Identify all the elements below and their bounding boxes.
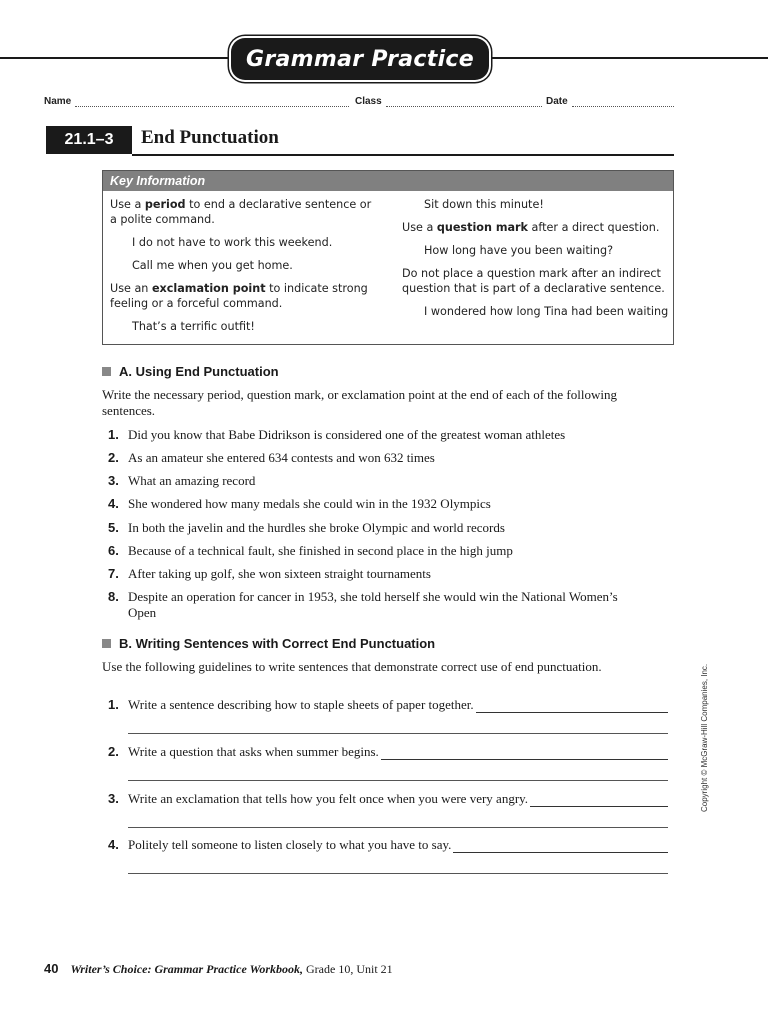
item-number: 1.	[108, 427, 119, 442]
key-info-left-column	[110, 197, 372, 342]
section-b-instructions: Use the following guidelines to write sentences that demonstrate correct use of end punctuation.	[102, 659, 602, 674]
item-prompt: Write a question that asks when summer begins.	[128, 744, 379, 759]
item-sentence: After taking up golf, she won sixteen straight tournaments	[128, 566, 431, 581]
section-bullet-icon	[102, 367, 111, 376]
question-mark-rule: Use a question mark after a direct question.	[402, 221, 660, 234]
section-bullet-icon	[102, 639, 111, 648]
item-sentence: Despite an operation for cancer in 1953, she told herself she would win the National Women’s Open	[128, 589, 618, 620]
exercise-a-item-2[interactable]	[108, 450, 628, 466]
exercise-b-item-4[interactable]	[108, 837, 668, 853]
exercise-a-item-8[interactable]	[108, 589, 628, 621]
section-a-instructions: Write the necessary period, question mark, or exclamation point at the end of each of the following sentences.	[102, 387, 617, 418]
section-a-heading: A. Using End Punctuation	[102, 364, 279, 379]
date-blank[interactable]	[572, 96, 674, 107]
item-prompt: Politely tell someone to listen closely to what you have to say.	[128, 837, 452, 852]
exercise-a-item-4[interactable]	[108, 496, 628, 512]
exercise-a-item-5[interactable]	[108, 520, 628, 536]
key-information-heading: Key Information	[103, 171, 673, 191]
item-sentence: What an amazing record	[128, 473, 256, 488]
name-label: Name	[44, 96, 72, 107]
period-example-1: I do not have to work this weekend.	[132, 236, 333, 249]
grade-unit: Grade 10, Unit 21	[306, 962, 393, 976]
name-blank[interactable]	[75, 96, 349, 107]
indirect-question-rule: Do not place a question mark after an indirect question that is part of a declarative sentence.	[402, 267, 665, 295]
item-number: 4.	[108, 496, 119, 511]
answer-line-inline[interactable]	[530, 794, 668, 807]
exercise-b-item-3[interactable]	[108, 791, 668, 807]
class-blank[interactable]	[386, 96, 542, 107]
item-number: 4.	[108, 837, 119, 852]
exercise-a-item-7[interactable]	[108, 566, 628, 582]
answer-line[interactable]	[128, 733, 668, 734]
answer-line-inline[interactable]	[381, 747, 668, 760]
answer-line-inline[interactable]	[476, 700, 668, 713]
item-number: 8.	[108, 589, 119, 604]
period-example-2: Call me when you get home.	[132, 259, 293, 272]
exercise-b-item-2[interactable]	[108, 744, 668, 760]
section-b-heading: B. Writing Sentences with Correct End Punctuation	[102, 636, 435, 651]
exercise-b-item-1[interactable]	[108, 697, 668, 713]
item-number: 1.	[108, 697, 119, 712]
student-info-fields	[44, 96, 674, 110]
item-prompt: Write a sentence describing how to staple sheets of paper together.	[128, 697, 474, 712]
page-footer	[44, 961, 393, 977]
item-sentence: Did you know that Babe Didrikson is considered one of the greatest woman athletes	[128, 427, 566, 442]
answer-line-inline[interactable]	[453, 840, 668, 853]
date-field[interactable]	[546, 96, 674, 107]
lesson-rule	[132, 154, 674, 156]
copyright-notice: Copyright © McGraw-Hill Companies, Inc.	[700, 663, 709, 812]
exclamation-rule: Use an exclamation point to indicate strong feeling or a forceful command.	[110, 282, 368, 310]
item-number: 2.	[108, 744, 119, 759]
date-label: Date	[546, 96, 568, 107]
period-rule: Use a period to end a declarative sentence or a polite command.	[110, 198, 372, 226]
item-sentence: She wondered how many medals she could win in the 1932 Olympics	[128, 496, 491, 511]
class-label: Class	[355, 96, 382, 107]
lesson-number-badge: 21.1–3	[46, 126, 132, 154]
name-field[interactable]	[44, 96, 349, 107]
key-information-box	[102, 170, 674, 345]
item-sentence: Because of a technical fault, she finished in second place in the high jump	[128, 543, 513, 558]
exercise-a-item-3[interactable]	[108, 473, 628, 489]
key-info-right-column	[402, 197, 670, 327]
exercise-a-item-6[interactable]	[108, 543, 628, 559]
question-example: How long have you been waiting?	[424, 244, 614, 257]
lesson-title: End Punctuation	[141, 127, 279, 148]
page-banner-title: Grammar Practice	[231, 38, 489, 80]
class-field[interactable]	[355, 96, 542, 107]
exclamation-example-1: That’s a terrific outfit!	[132, 320, 255, 333]
item-number: 5.	[108, 520, 119, 535]
answer-line[interactable]	[128, 873, 668, 874]
page-number: 40	[44, 961, 59, 976]
item-number: 7.	[108, 566, 119, 581]
exclamation-example-2: Sit down this minute!	[424, 198, 544, 211]
item-number: 2.	[108, 450, 119, 465]
item-prompt: Write an exclamation that tells how you felt once when you were very angry.	[128, 791, 529, 806]
answer-line[interactable]	[128, 780, 668, 781]
item-sentence: In both the javelin and the hurdles she broke Olympic and world records	[128, 520, 505, 535]
item-sentence: As an amateur she entered 634 contests and won 632 times	[128, 450, 435, 465]
item-number: 3.	[108, 791, 119, 806]
book-title: Writer’s Choice: Grammar Practice Workbook,	[70, 962, 304, 976]
exercise-a-item-1[interactable]	[108, 427, 628, 443]
item-number: 6.	[108, 543, 119, 558]
indirect-question-example: I wondered how long Tina had been waiting	[424, 305, 669, 318]
answer-line[interactable]	[128, 827, 668, 828]
item-number: 3.	[108, 473, 119, 488]
